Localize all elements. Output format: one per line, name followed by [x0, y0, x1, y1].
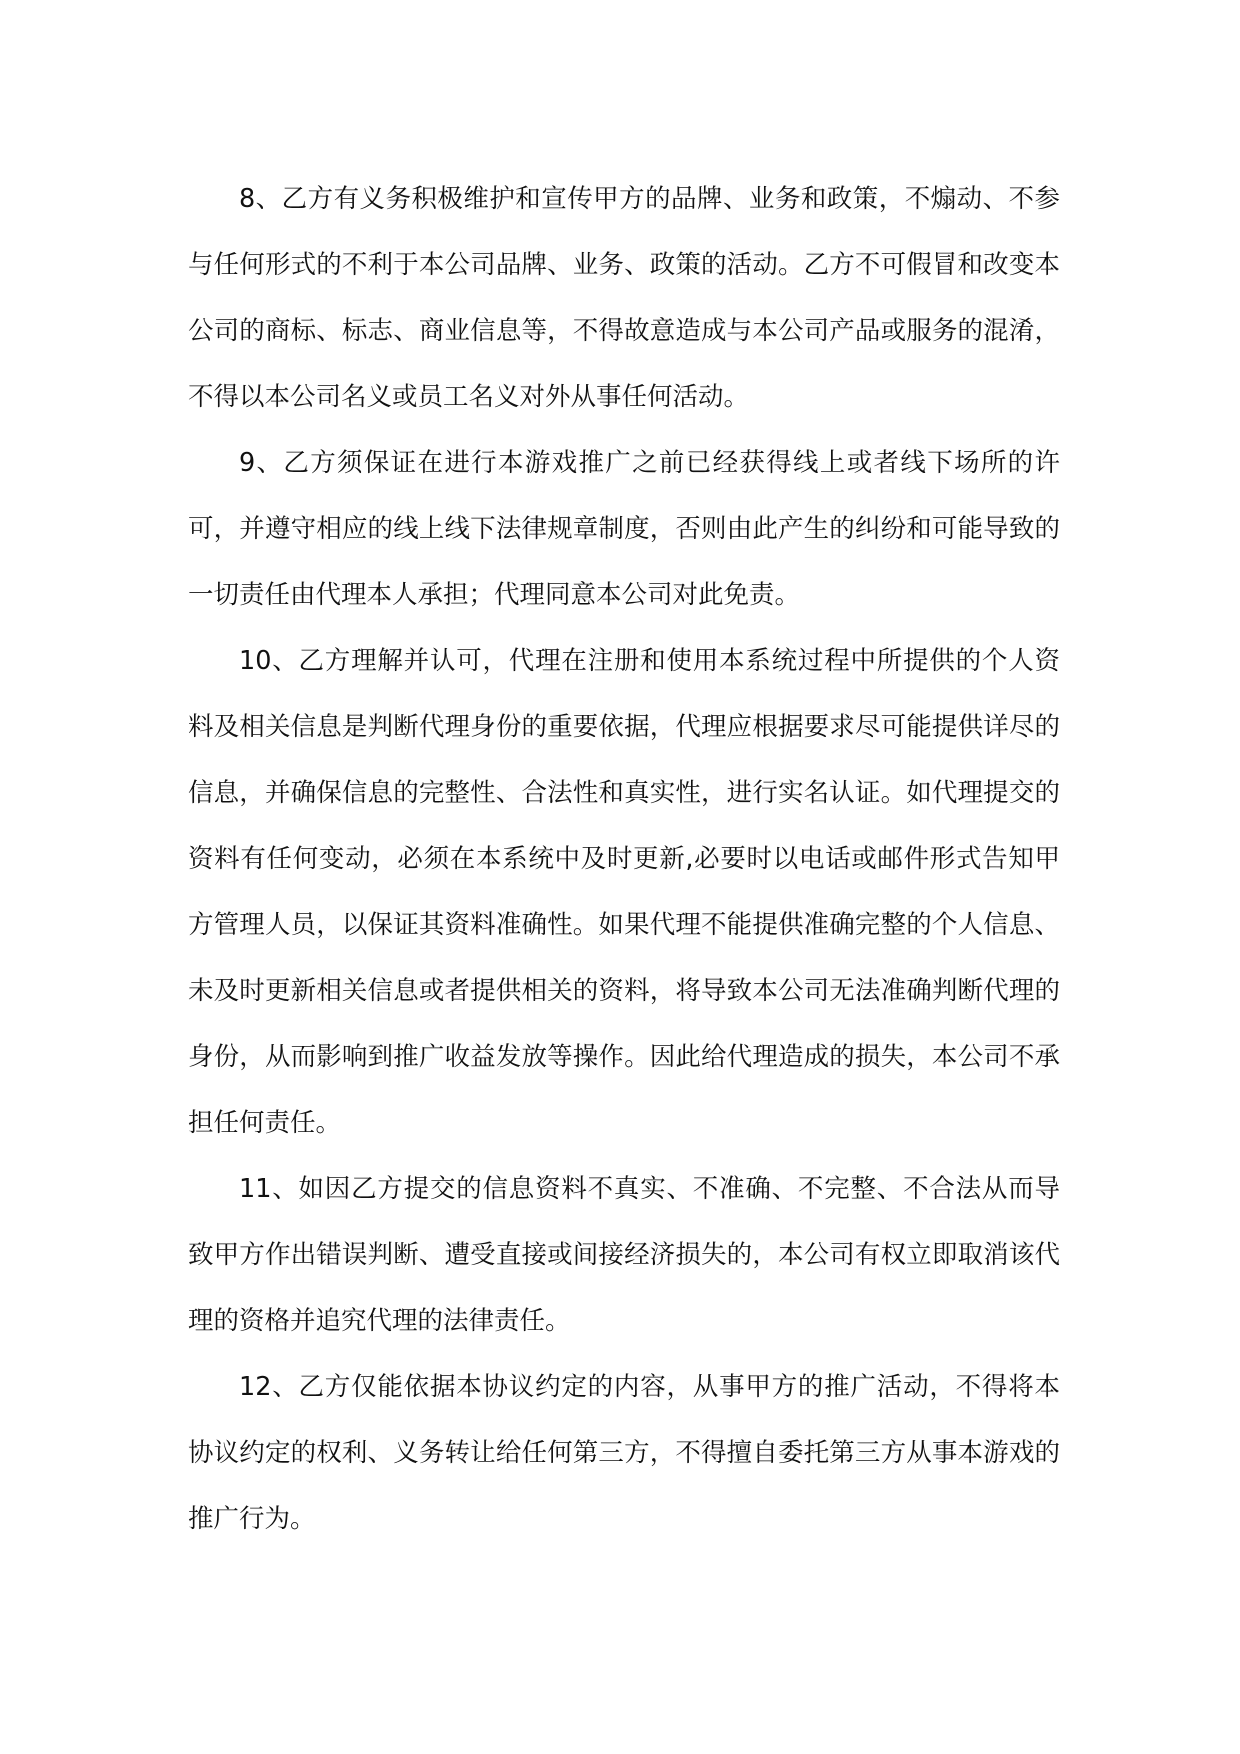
- clause-8-paragraph: 8、乙方有义务积极维护和宣传甲方的品牌、业务和政策，不煽动、不参与任何形式的不利于本公司品牌、业务、政策的活动。乙方不可假冒和改变本公司的商标、标志、商业信息等，不得故意造成与本公司产品或服务的混淆，不得以本公司名义或员工名义对外从事任何活动。: [188, 184, 1060, 412]
- document-body: [188, 166, 1060, 1552]
- clause-11-paragraph: 11、如因乙方提交的信息资料不真实、不准确、不完整、不合法从而导致甲方作出错误判断、遭受直接或间接经济损失的，本公司有权立即取消该代理的资格并追究代理的法律责任。: [188, 1174, 1060, 1336]
- clause-12-paragraph: 12、乙方仅能依据本协议约定的内容，从事甲方的推广活动，不得将本协议约定的权利、义务转让给任何第三方，不得擅自委托第三方从事本游戏的推广行为。: [188, 1372, 1060, 1534]
- clause-9-paragraph: 9、乙方须保证在进行本游戏推广之前已经获得线上或者线下场所的许可，并遵守相应的线上线下法律规章制度，否则由此产生的纠纷和可能导致的一切责任由代理本人承担；代理同意本公司对此免责。: [188, 448, 1060, 610]
- clause-10-paragraph: 10、乙方理解并认可，代理在注册和使用本系统过程中所提供的个人资料及相关信息是判断代理身份的重要依据，代理应根据要求尽可能提供详尽的信息，并确保信息的完整性、合法性和真实性，进行实名认证。如代理提交的资料有任何变动，必须在本系统中及时更新,必要时以电话或邮件形式告知甲方管理人员，以保证其资料准确性。如果代理不能提供准确完整的个人信息、未及时更新相关信息或者提供相关的资料，将导致本公司无法准确判断代理的身份，从而影响到推广收益发放等操作。因此给代理造成的损失，本公司不承担任何责任。: [188, 646, 1060, 1138]
